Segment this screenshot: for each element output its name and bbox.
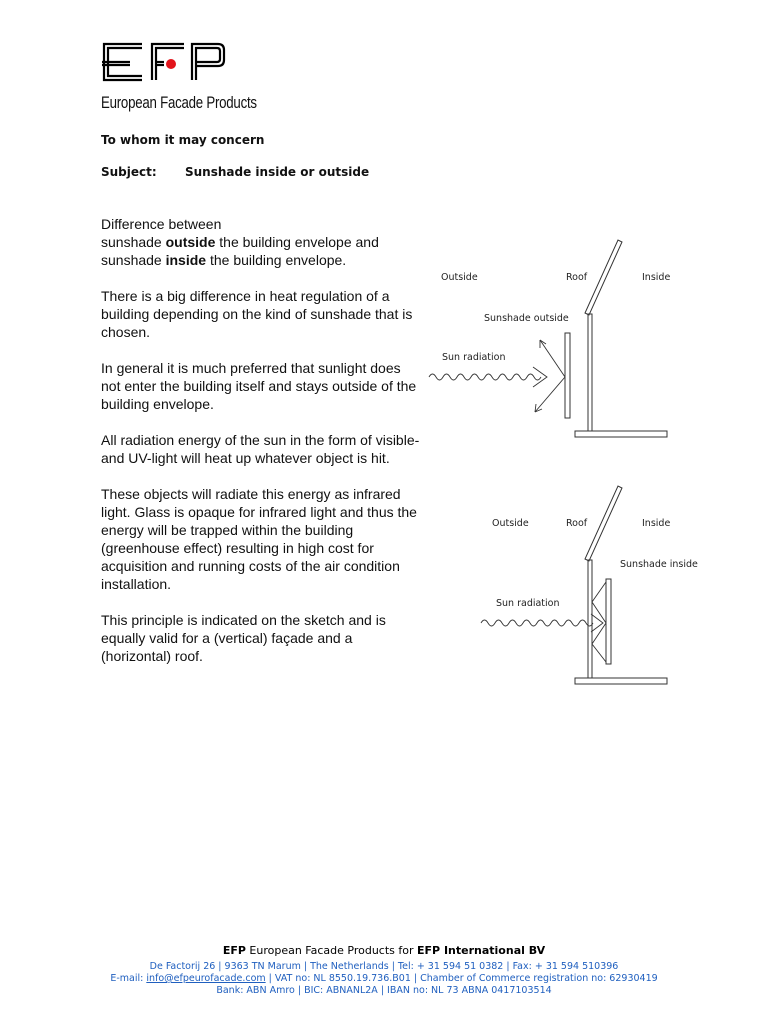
logo-letter-p [192, 44, 224, 80]
sun-radiation-wave [481, 620, 593, 626]
floor [575, 431, 667, 437]
label-sunshade-inside: Sunshade inside [620, 559, 698, 570]
subject-line [101, 165, 370, 179]
reflect-arrow-up [540, 340, 565, 377]
label-sun-radiation: Sun radiation [442, 352, 506, 363]
footer-bank: Bank: ABN Amro | BIC: ABNANL2A | IBAN no: NL 73 ABNA 0417103514 [216, 985, 552, 996]
label-inside: Inside [642, 518, 671, 529]
sketch-sunshade-outside [425, 236, 685, 446]
logo-subtitle: European Facade Products [101, 93, 257, 112]
p1-a: sunshade [101, 234, 166, 250]
footer-efp: EFP [222, 944, 246, 957]
trapped-arrow-down [592, 623, 606, 662]
logo-letter-e [102, 44, 142, 80]
p1-inside: inside [165, 252, 207, 268]
label-sunshade-outside: Sunshade outside [484, 313, 569, 324]
paragraph-1 [101, 215, 421, 269]
label-outside: Outside [492, 518, 529, 529]
footer-contact [0, 973, 768, 985]
footer-address: De Factorij 26 | 9363 TN Marum | The Netherlands | Tel: + 31 594 51 0382 | Fax: + 31 594 510396 [149, 961, 619, 972]
p1-d: the building envelope. [206, 252, 347, 268]
radiation-arrowhead [533, 367, 547, 387]
p1-b: the building envelope and [215, 234, 379, 250]
footer-email-link[interactable]: info@efpeurofacade.com [146, 973, 266, 984]
footer-intl: EFP International BV [417, 944, 546, 957]
label-roof: Roof [566, 518, 588, 529]
sunshade-panel [606, 579, 611, 664]
footer-vat: | VAT no: NL 8550.19.736.B01 | Chamber of Commerce registration no: 62930419 [265, 973, 658, 984]
paragraph-2: There is a big difference in heat regulation of a building depending on the kind of sunshade that is chosen. [101, 288, 413, 340]
footer [0, 944, 768, 997]
roof-glass [585, 486, 622, 561]
paragraph-3: In general it is much preferred that sunlight does not enter the building itself and stays outside of the building envelope. [101, 360, 417, 412]
letter-body [101, 215, 421, 683]
sketch-sunshade-inside [475, 482, 705, 692]
p1-outside: outside [165, 234, 216, 250]
floor [575, 678, 667, 684]
salutation: To whom it may concern [101, 133, 265, 147]
wall-glass [588, 314, 592, 431]
sun-radiation-wave [429, 374, 541, 380]
label-sun-radiation: Sun radiation [496, 598, 560, 609]
p1-line1: Difference between [101, 216, 222, 232]
subject-label: Subject: [101, 165, 157, 179]
roof-glass [585, 240, 622, 315]
paragraph-5: These objects will radiate this energy as infrared light. Glass is opaque for infrared light and thus the energy will be trapped within the building (greenhouse effect) resulting in high cost for acquisition and running costs of the air condition installation. [101, 486, 417, 592]
sunshade-panel [565, 333, 570, 418]
p1-c: sunshade [101, 252, 166, 268]
label-roof: Roof [566, 272, 588, 283]
footer-company-line [0, 944, 768, 957]
paragraph-6: This principle is indicated on the sketch and is equally valid for a (vertical) façade and a (horizontal) roof. [101, 612, 386, 664]
footer-mid: European Facade Products for [245, 944, 418, 957]
label-outside: Outside [441, 272, 478, 283]
wall-glass [588, 560, 592, 678]
logo-red-dot [166, 59, 176, 69]
paragraph-4: All radiation energy of the sun in the form of visible- and UV-light will heat up whatever object is hit. [101, 432, 420, 466]
label-inside: Inside [642, 272, 671, 283]
subject-text: Sunshade inside or outside [185, 165, 370, 179]
footer-email-label: E-mail: [110, 973, 147, 984]
